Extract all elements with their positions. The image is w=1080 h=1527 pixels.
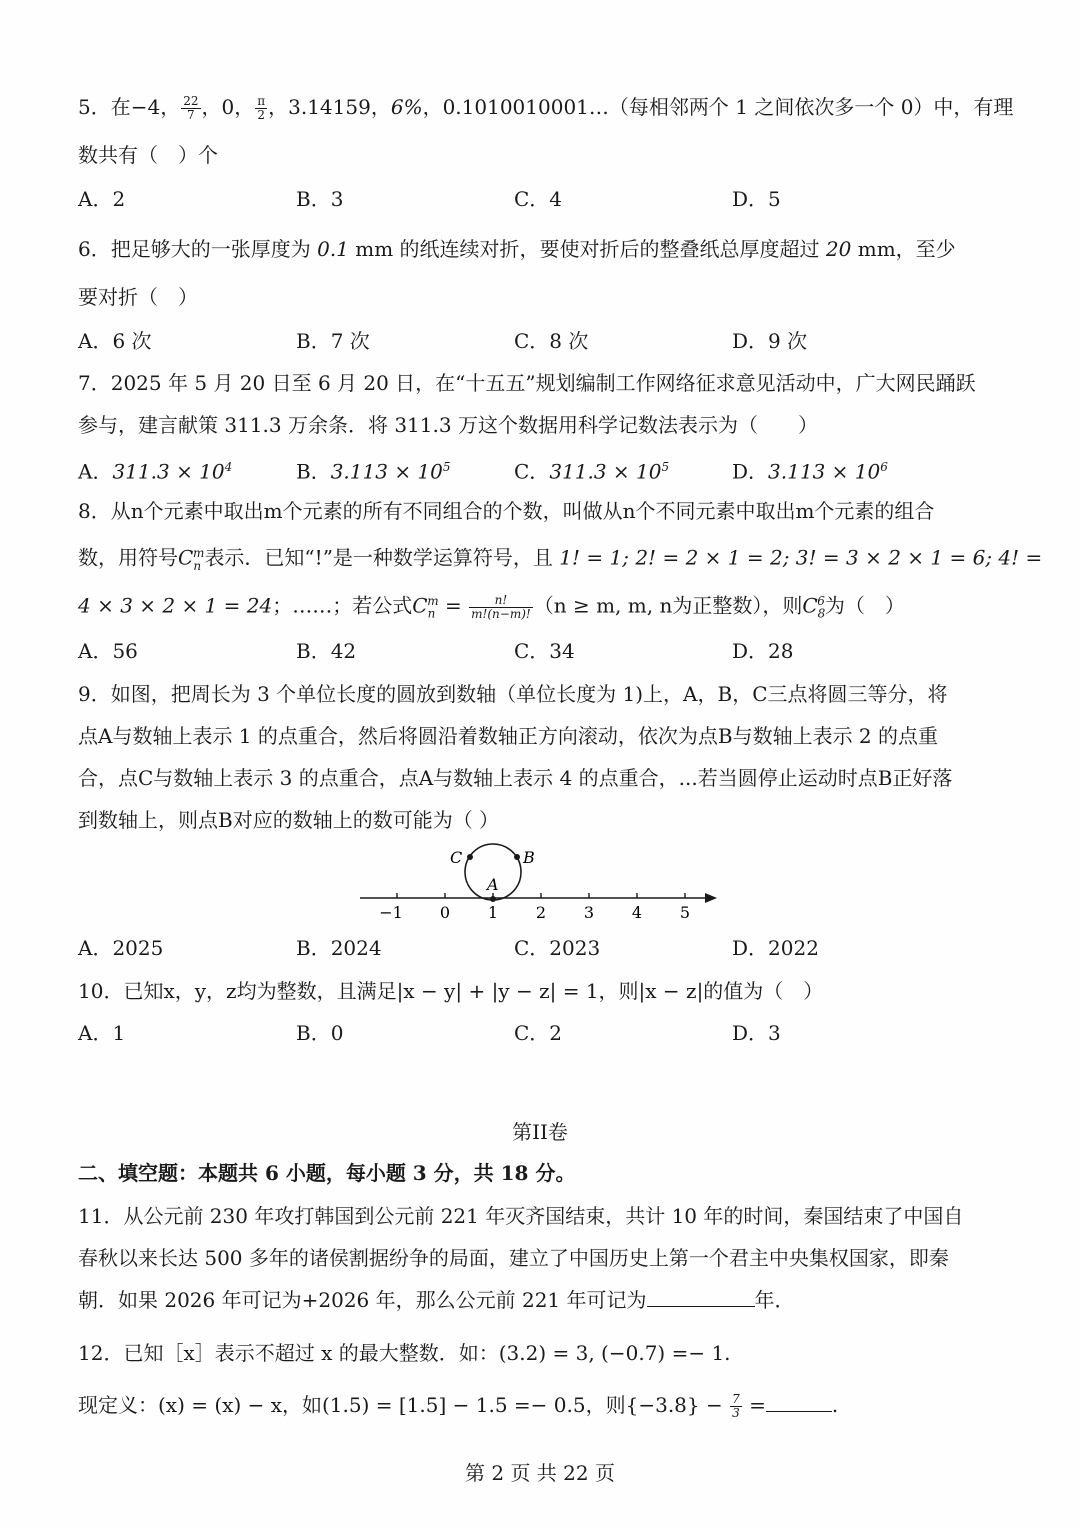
q8-option-b[interactable]: B．42 <box>296 639 357 663</box>
label-b: B <box>523 848 535 867</box>
q9-option-d[interactable]: D．2022 <box>732 936 819 960</box>
q10-option-a[interactable]: A．1 <box>78 1021 126 1045</box>
section-title: 第II卷 <box>512 1120 568 1144</box>
q5-fraction-pi-2: $\frac{\pi}{2}$ <box>257 94 266 122</box>
q8-line3: 4 × 3 × 2 × 1 = 24；……；若公式$C_n^m$ = $\frac{n!}{m!(n-m)!}$ （n ≥ m, m, n为正整数），则$C_8^6$为（ ） <box>78 592 905 621</box>
q12-line1: 12．已知［x］表示不超过 x 的最大整数．如：(3.2) = 3, (−0.7) =− 1. <box>78 1341 731 1365</box>
q6-option-a[interactable]: A．6 次 <box>78 329 152 353</box>
q10-option-b[interactable]: B．0 <box>296 1021 344 1045</box>
q8-line2: 数，用符号$C_n^m$表示．已知“!”是一种数学运算符号，且 1! = 1; 2! = 2 × 1 = 2; 3! = 3 × 2 × 1 = 6; 4! = <box>78 545 1043 573</box>
q6-line1: 6．把足够大的一张厚度为 0.1 mm 的纸连续对折，要使对折后的整叠纸总厚度超过 20 mm，至少 <box>78 237 956 261</box>
q5-line2: 数共有（ ）个 <box>78 143 218 167</box>
q10-line1: 10．已知x，y，z均为整数，且满足|x − y| + |y − z| = 1，则|x − z|的值为（ ） <box>78 979 824 1003</box>
q5-options <box>78 184 978 214</box>
q8-line1: 8．从n个元素中取出m个元素的所有不同组合的个数，叫做从n个不同元素中取出m个元素的组合 <box>78 499 935 523</box>
q9-line4: 到数轴上，则点B对应的数轴上的数可能为（ ） <box>78 808 500 832</box>
section-heading: 二、填空题：本题共 6 小题，每小题 3 分，共 18 分。 <box>78 1161 576 1185</box>
q8-option-a[interactable]: A．56 <box>78 639 138 663</box>
tick-label: 3 <box>583 903 595 922</box>
q6-option-c[interactable]: C．8 次 <box>514 329 589 353</box>
q6-option-b[interactable]: B．7 次 <box>296 329 370 353</box>
q11-line1: 11．从公元前 230 年攻打韩国到公元前 221 年灭齐国结束，共计 10 年的时间，秦国结束了中国自 <box>78 1204 964 1228</box>
q7-option-b[interactable]: B．$3.113 \times 10^5$ <box>296 459 451 484</box>
q8-fraction-formula: $\frac{n!}{m!(n-m)!}$ <box>471 592 531 621</box>
point-a <box>490 896 496 902</box>
point-c <box>467 854 473 860</box>
tick-label: 1 <box>487 903 499 922</box>
label-a: A <box>487 875 499 894</box>
number-line-figure <box>355 838 725 928</box>
tick-label: −1 <box>379 903 403 922</box>
point-b <box>514 854 520 860</box>
q9-option-c[interactable]: C．2023 <box>514 936 601 960</box>
q5-fraction-22-7: $\frac{22}{7}$ <box>183 94 199 122</box>
tick-label: 2 <box>535 903 547 922</box>
q5-option-a[interactable]: A．2 <box>78 187 126 211</box>
tick-label: 0 <box>439 903 451 922</box>
q12-fraction-7-3: $\frac{7}{3}$ <box>732 1392 740 1420</box>
q7-option-c[interactable]: C．$311.3 \times 10^5$ <box>514 459 670 484</box>
q10-options <box>78 1018 978 1048</box>
q9-line2: 点A与数轴上表示 1 的点重合，然后将圆沿着数轴正方向滚动，依次为点B与数轴上表示 2 的点重 <box>78 724 939 748</box>
q8-options <box>78 636 978 666</box>
q6-option-d[interactable]: D．9 次 <box>732 329 808 353</box>
q12-line2: 现定义：(x) = (x) − x，如(1.5) = [1.5] − 1.5 =− 0.5，则{−3.8} − $\frac{7}{3}$ = . <box>78 1392 839 1420</box>
q8-option-d[interactable]: D．28 <box>732 639 794 663</box>
q6-options <box>78 326 978 356</box>
q7-line2: 参与，建言献策 311.3 万余条．将 311.3 万这个数据用科学记数法表示为（ ） <box>78 413 818 437</box>
q5-line1: 5．在−4， $\frac{22}{7}$ ，0， $\frac{\pi}{2}$ ，3.14159，6%，0.1010010001…（每相邻两个 1 之间依次多一个 0）中，有理 <box>78 94 1014 122</box>
q9-line3: 合，点C与数轴上表示 3 的点重合，点A与数轴上表示 4 的点重合，...若当圆停止运动时点B正好落 <box>78 766 953 790</box>
tick-label: 5 <box>679 903 691 922</box>
q10-option-c[interactable]: C．2 <box>514 1021 563 1045</box>
q9-option-a[interactable]: A．2025 <box>78 936 164 960</box>
q10-option-d[interactable]: D．3 <box>732 1021 781 1045</box>
q9-options <box>78 933 978 963</box>
q9-option-b[interactable]: B．2024 <box>296 936 382 960</box>
q7-option-d[interactable]: D．$3.113 \times 10^6$ <box>732 459 888 484</box>
q6-line2: 要对折（ ） <box>78 285 198 309</box>
q11-line3: 朝．如果 2026 年可记为+2026 年，那么公元前 221 年可记为 年． <box>78 1288 795 1312</box>
q9-line1: 9．如图，把周长为 3 个单位长度的圆放到数轴（单位长度为 1)上，A，B，C三点将圆三等分，将 <box>78 682 948 706</box>
q5-option-b[interactable]: B．3 <box>296 187 344 211</box>
q7-line1: 7．2025 年 5 月 20 日至 6 月 20 日，在“十五五”规划编制工作网络征求意见活动中，广大网民踊跃 <box>78 371 976 395</box>
q11-answer-blank[interactable] <box>647 1288 755 1307</box>
q7-option-a[interactable]: A．$311.3 \times 10^4$ <box>78 459 233 484</box>
q8-option-c[interactable]: C．34 <box>514 639 575 663</box>
page-footer: 第 2 页 共 22 页 <box>465 1461 615 1485</box>
q12-answer-blank[interactable] <box>766 1393 832 1412</box>
tick-label: 4 <box>631 903 643 922</box>
q5-option-c[interactable]: C．4 <box>514 187 563 211</box>
q11-line2: 春秋以来长达 500 多年的诸侯割据纷争的局面，建立了中国历史上第一个君主中央集权国家，即秦 <box>78 1246 949 1270</box>
label-c: C <box>450 848 463 867</box>
q7-options <box>78 452 978 482</box>
q5-option-d[interactable]: D．5 <box>732 187 781 211</box>
axis-arrow-icon <box>705 893 717 903</box>
